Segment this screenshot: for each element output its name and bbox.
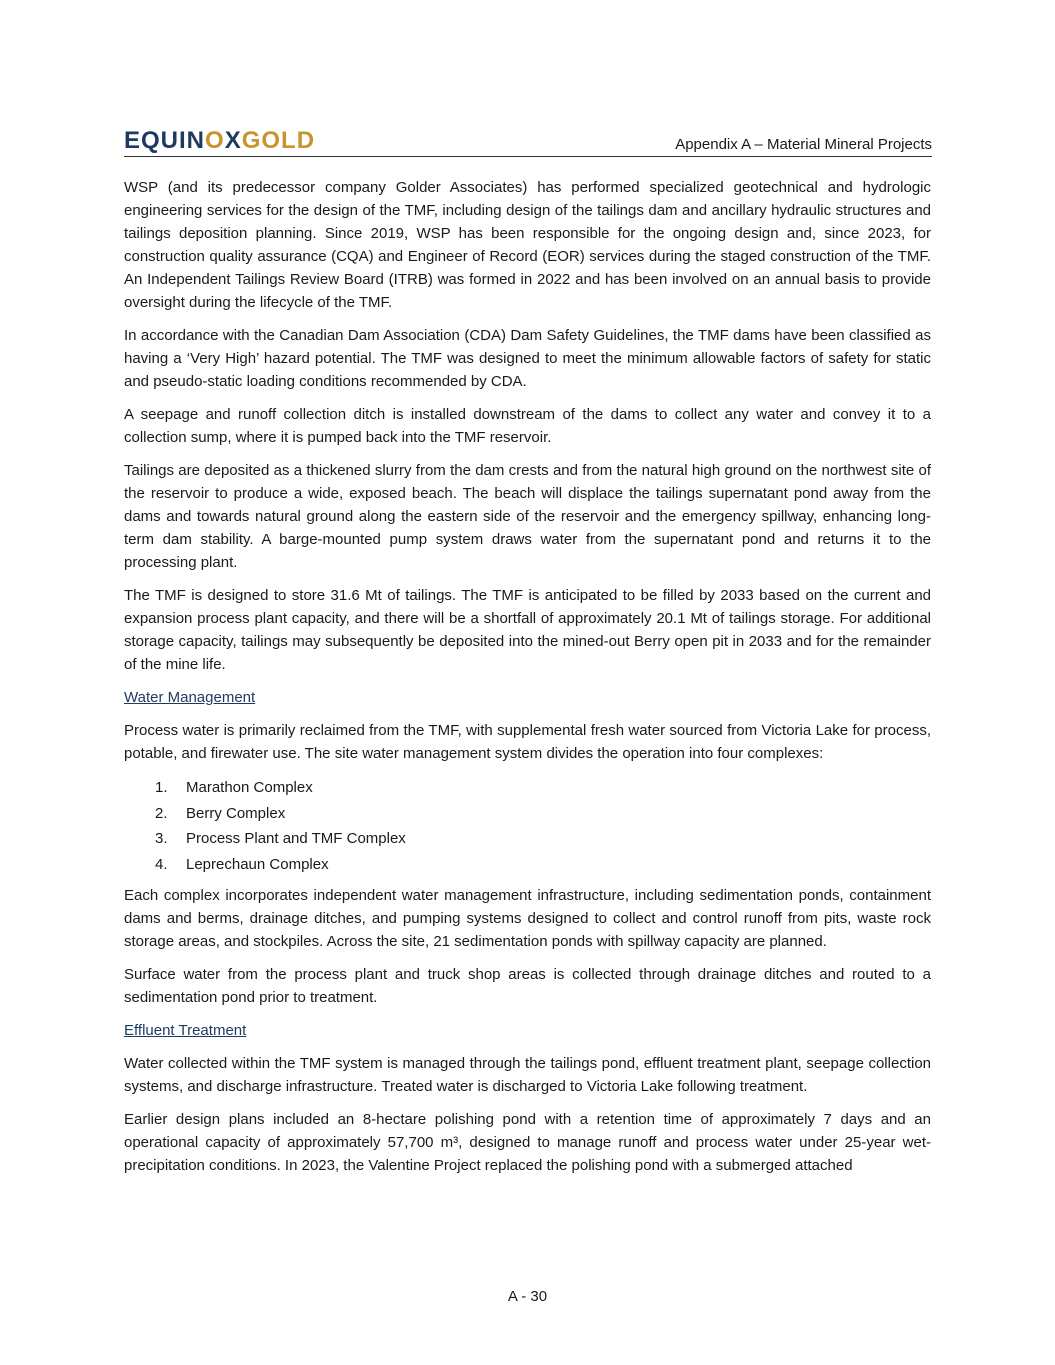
paragraph-tmf-capacity: The TMF is designed to store 31.6 Mt of tailings. The TMF is anticipated to be filled by 2033 based on the current and expansion process plant capacity, and there will be a shortfall of approximately 20.1 Mt of tailings storage. For additional storage capacity, tailings may subsequently be deposited into the mined-out Berry open pit in 2033 and for the remainder of the mine life. [124, 587, 931, 673]
complexes-list [124, 775, 931, 877]
paragraph-tailings-deposition: Tailings are deposited as a thickened slurry from the dam crests and from the natural high ground on the northwest site of the reservoir to produce a wide, exposed beach. The beach will displace the tailings supernatant pond away from the dams and towards natural ground along the eastern side of the reservoir and the emergency spillway, enhancing long-term dam stability. A barge-mounted pump system draws water from the supernatant pond and returns it to the processing plant. [124, 462, 931, 571]
heading-water-management: Water Management [124, 689, 256, 706]
paragraph-polishing-pond: Earlier design plans included an 8-hectare polishing pond with a retention time of approximately 7 days and an operational capacity of approximately 57,700 m³, designed to manage runoff and process water under 25-year wet-precipitation conditions. In 2023, the Valentine Project replaced the polishing pond with a submerged attached [124, 1111, 931, 1174]
list-item-label: Berry Complex [186, 804, 286, 822]
list-item-number: 4. [155, 855, 168, 873]
list-item-label: Process Plant and TMF Complex [186, 830, 406, 847]
section-title: Appendix A – Material Mineral Projects [675, 136, 932, 153]
list-item-label: Leprechaun Complex [186, 855, 329, 873]
document-body [124, 176, 931, 1187]
logo-text-equin: EQUIN [124, 127, 206, 154]
paragraph-cda: In accordance with the Canadian Dam Association (CDA) Dam Safety Guidelines, the TMF dams have been classified as having a ‘Very High’ hazard potential. The TMF was designed to meet the minimum allowable factors of safety for static and pseudo-static loading conditions recommended by CDA. [124, 327, 931, 390]
list-item-number: 1. [155, 779, 168, 796]
list-item [124, 801, 931, 827]
list-item [124, 852, 931, 878]
list-item-number: 2. [155, 804, 168, 822]
paragraph-tmf-water-collection: Water collected within the TMF system is managed through the tailings pond, effluent treatment plant, seepage collection systems, and discharge infrastructure. Treated water is discharged to Victoria Lake following treatment. [124, 1055, 931, 1095]
paragraph-complex-infrastructure: Each complex incorporates independent water management infrastructure, including sedimentation ponds, containment dams and berms, drainage ditches, and pumping systems designed to collect and control runoff from pits, waste rock storage areas, and stockpiles. Across the site, 21 sedimentation ponds with spillway capacity are planned. [124, 887, 931, 950]
list-item [124, 775, 931, 801]
list-item [124, 826, 931, 852]
logo-text-x: X [224, 127, 242, 154]
page-header [124, 128, 932, 157]
page-number: A - 30 [507, 1288, 548, 1305]
heading-effluent-treatment: Effluent Treatment [124, 1022, 247, 1039]
list-item-label: Marathon Complex [186, 779, 313, 796]
paragraph-wsp: WSP (and its predecessor company Golder Associates) has performed specialized geotechnical and hydrologic engineering services for the design of the TMF, including design of the tailings dam and ancillary hydraulic structures and tailings deposition planning. Since 2019, WSP has been responsible for the ongoing design and, since 2023, for construction quality assurance (CQA) and Engineer of Record (EOR) services during the staged construction of the TMF. An Independent Tailings Review Board (ITRB) was formed in 2022 and has been involved on an annual basis to provide oversight during the lifecycle of the TMF. [124, 179, 931, 311]
equinox-gold-logo [124, 128, 315, 154]
paragraph-seepage: A seepage and runoff collection ditch is installed downstream of the dams to collect any water and convey it to a collection sump, where it is pumped back into the TMF reservoir. [124, 406, 931, 446]
list-item-number: 3. [155, 830, 168, 847]
paragraph-surface-water: Surface water from the process plant and truck shop areas is collected through drainage ditches and routed to a sedimentation pond prior to treatment. [124, 966, 931, 1006]
logo-text-o: O [205, 127, 225, 154]
logo-text-gold: GOLD [241, 127, 316, 154]
paragraph-process-water: Process water is primarily reclaimed from the TMF, with supplemental fresh water sourced from Victoria Lake for process, potable, and firewater use. The site water management system divides the operation into four complexes: [124, 722, 931, 762]
